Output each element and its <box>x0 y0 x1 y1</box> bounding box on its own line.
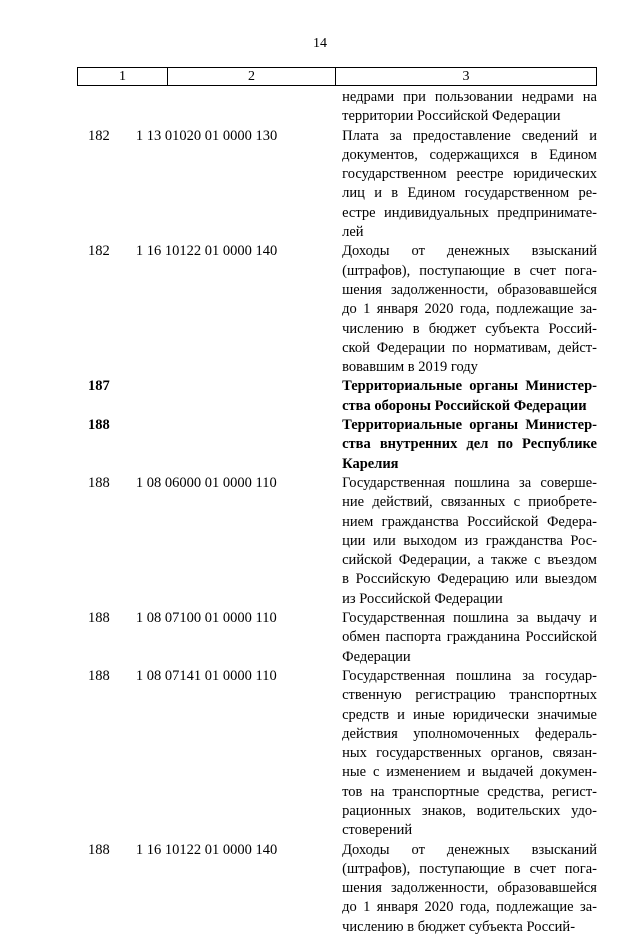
admin-code: 188 <box>88 610 110 627</box>
header-col-1: 1 <box>78 68 168 85</box>
description-line: лиц и в Едином государственном ре- <box>342 185 597 202</box>
revenue-code: 1 16 10122 01 0000 140 <box>135 243 278 260</box>
table-row <box>77 474 597 609</box>
description-line: Доходы от денежных взысканий <box>342 841 597 858</box>
description-line: (штрафов), поступающие в счет пога- <box>342 860 597 877</box>
header-col-2: 2 <box>168 68 336 85</box>
description-line: ства внутренних дел по Республике <box>342 436 597 453</box>
table-row <box>77 127 597 243</box>
description-line: Территориальные органы Министер- <box>342 378 597 395</box>
description-line: Плата за предоставление сведений и <box>342 127 597 144</box>
revenue-description <box>342 609 597 667</box>
table-row <box>77 609 597 667</box>
description-line: Федерации <box>342 648 411 665</box>
description-line: территории Российской Федерации <box>342 108 561 125</box>
description-line: обмен паспорта гражданина Российской <box>342 629 597 646</box>
table-body <box>77 88 597 937</box>
revenue-description <box>342 841 597 937</box>
description-line: числению в бюджет субъекта Россий- <box>342 918 576 935</box>
revenue-code <box>127 88 342 127</box>
description-line: рационных знаков, водительских удо- <box>342 802 597 819</box>
admin-code: 188 <box>88 474 110 491</box>
description-line: в Российскую Федерацию или выездом <box>342 571 597 588</box>
description-line: нием гражданства Российской Федера- <box>342 513 597 530</box>
revenue-code: 1 16 10122 01 0000 140 <box>135 841 278 858</box>
description-line: ных государственных органов, связан- <box>342 745 597 762</box>
revenue-description <box>342 88 597 127</box>
admin-code: 187 <box>88 378 110 395</box>
table-row <box>77 242 597 377</box>
description-line: числению в бюджет субъекта Россий- <box>342 320 597 337</box>
page-number: 14 <box>313 36 327 51</box>
revenue-code: 1 08 07141 01 0000 110 <box>135 667 277 684</box>
description-line: до 1 января 2020 года, подлежащие за- <box>342 301 597 318</box>
description-line: ные с изменением и выдачей докумен- <box>342 764 597 781</box>
description-line: из Российской Федерации <box>342 590 503 607</box>
description-line: стоверений <box>342 822 413 839</box>
description-line: средств и иные юридически значимые <box>342 706 597 723</box>
revenue-description <box>342 242 597 377</box>
description-line: государственном реестре юридических <box>342 166 597 183</box>
description-line: ции или выходом из гражданства Рос- <box>342 532 597 549</box>
description-line: сийской Федерации, а также с въездом <box>342 552 597 569</box>
description-line: действия уполномоченных федераль- <box>342 725 597 742</box>
description-line: недрами при пользовании недрами на <box>342 89 597 105</box>
description-line: ства обороны Российской Федерации <box>342 397 587 414</box>
description-line: шения задолженности, образовавшейся <box>342 281 597 298</box>
table-row <box>77 841 597 937</box>
revenue-description <box>342 127 597 243</box>
description-line: Государственная пошлина за государ- <box>342 667 597 684</box>
table-row <box>77 88 597 127</box>
description-line: ственную регистрацию транспортных <box>342 687 597 704</box>
description-line: Государственная пошлина за выдачу и <box>342 610 597 627</box>
table-row <box>77 416 597 474</box>
revenue-code: 1 08 07100 01 0000 110 <box>135 610 277 627</box>
header-col-3: 3 <box>462 69 470 84</box>
admin-code: 188 <box>88 417 110 434</box>
description-line: естре индивидуальных предпринимате- <box>342 204 597 221</box>
description-line: Территориальные органы Министер- <box>342 417 597 434</box>
description-line: лей <box>342 224 364 241</box>
description-line: ние действий, связанных с приобрете- <box>342 494 597 511</box>
admin-code: 182 <box>88 243 110 260</box>
table-header <box>77 67 597 86</box>
revenue-description <box>342 377 597 416</box>
revenue-description <box>342 667 597 841</box>
revenue-code: 1 13 01020 01 0000 130 <box>135 127 278 144</box>
description-line: Государственная пошлина за соверше- <box>342 474 597 491</box>
revenue-description <box>342 474 597 609</box>
description-line: вовавшим в 2019 году <box>342 359 478 376</box>
admin-code <box>77 88 127 127</box>
revenue-description <box>342 416 597 474</box>
table-row <box>77 377 597 416</box>
revenue-code <box>127 416 342 474</box>
description-line: (штрафов), поступающие в счет пога- <box>342 262 597 279</box>
revenue-code: 1 08 06000 01 0000 110 <box>135 474 277 491</box>
admin-code: 188 <box>88 667 110 684</box>
description-line: шения задолженности, образовавшейся <box>342 880 597 897</box>
description-line: Карелия <box>342 455 399 472</box>
description-line: до 1 января 2020 года, подлежащие за- <box>342 899 597 916</box>
revenue-code <box>127 377 342 416</box>
admin-code: 188 <box>88 841 110 858</box>
table-row <box>77 667 597 841</box>
admin-code: 182 <box>88 127 110 144</box>
description-line: Доходы от денежных взысканий <box>342 243 597 260</box>
description-line: тов на транспортные средства, регист- <box>342 783 597 800</box>
description-line: документов, содержащихся в Едином <box>342 146 597 163</box>
description-line: ской Федерации по нормативам, дейст- <box>342 339 597 356</box>
